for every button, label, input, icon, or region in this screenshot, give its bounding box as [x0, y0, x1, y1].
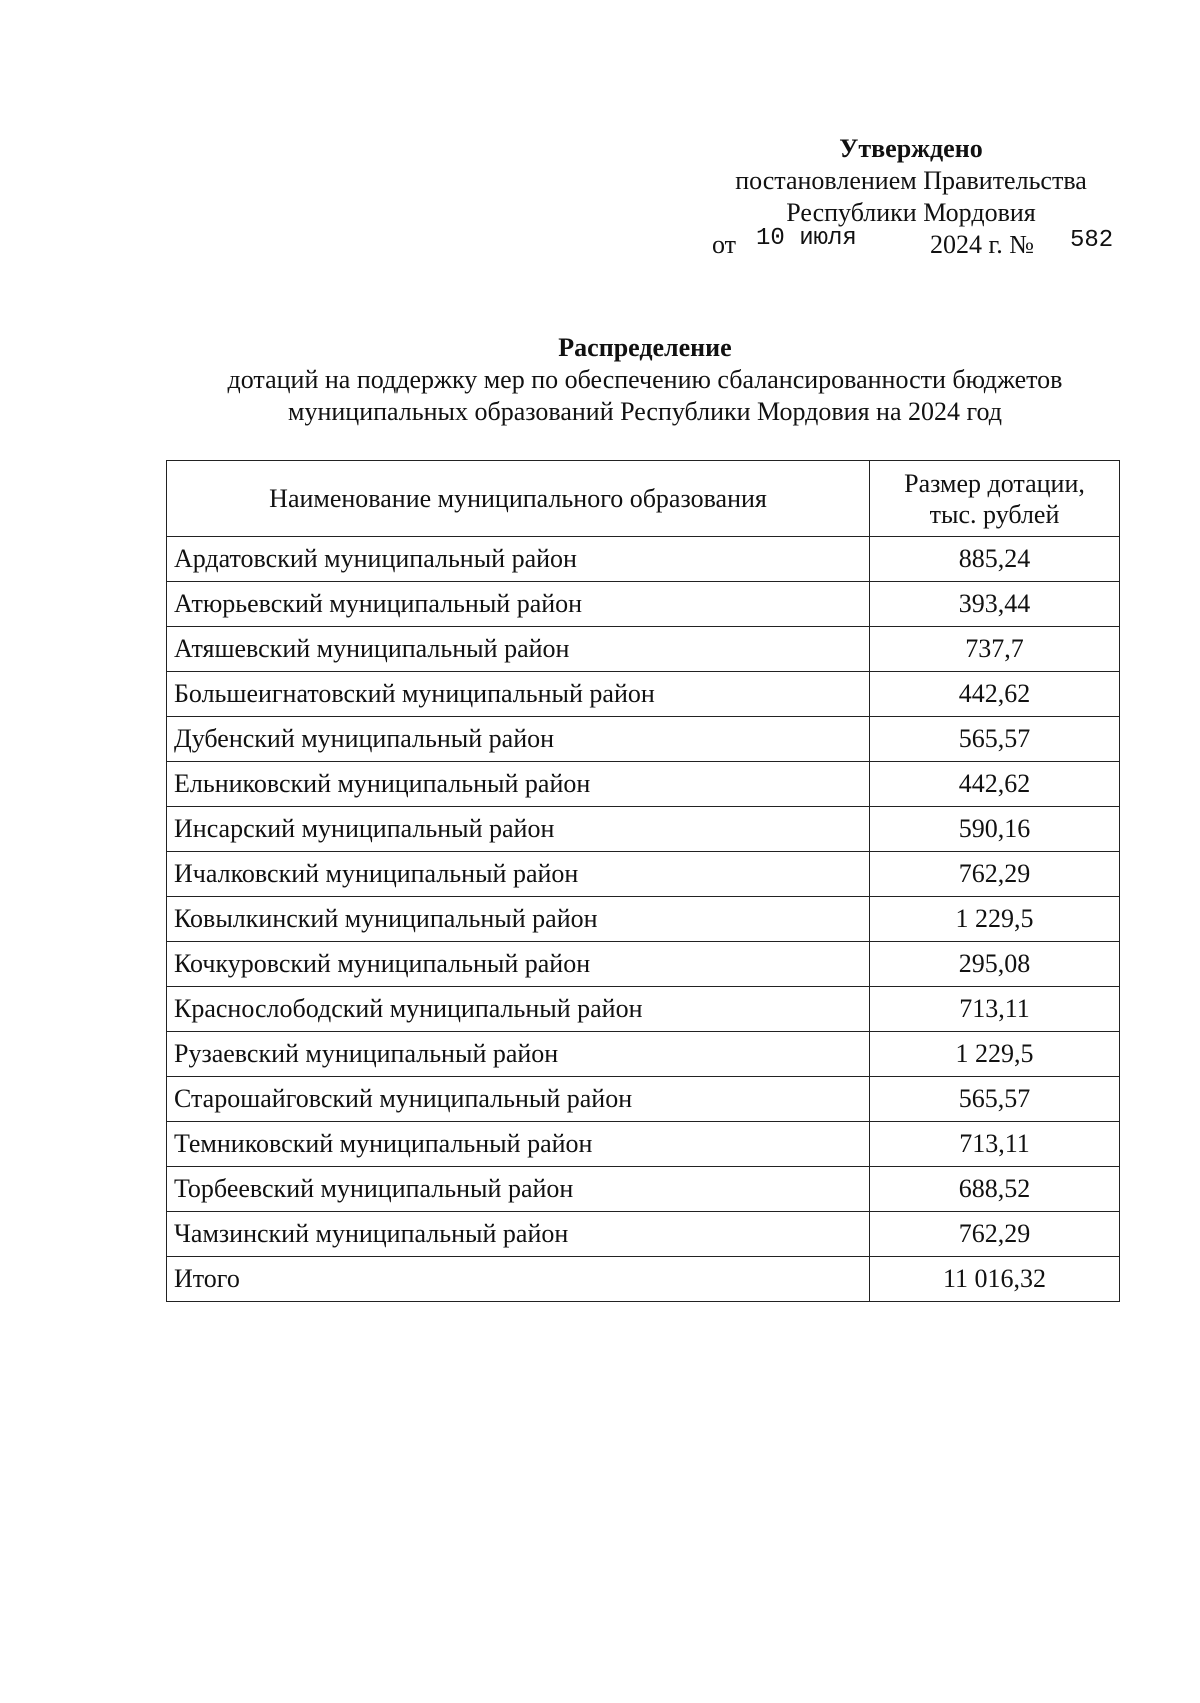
row-municipality-name: Чамзинский муниципальный район [167, 1212, 870, 1257]
total-label: Итого [167, 1257, 870, 1302]
table-row [167, 1077, 1120, 1122]
row-subsidy-value: 393,44 [870, 582, 1120, 627]
row-municipality-name: Кочкуровский муниципальный район [167, 942, 870, 987]
date-day-month: 10 июля [756, 225, 857, 252]
table-row [167, 807, 1120, 852]
total-row [167, 1257, 1120, 1302]
header-value-line-1: Размер дотации, [904, 468, 1085, 498]
row-municipality-name: Большеигнатовский муниципальный район [167, 672, 870, 717]
total-value: 11 016,32 [870, 1257, 1120, 1302]
table-row [167, 852, 1120, 897]
row-municipality-name: Старошайговский муниципальный район [167, 1077, 870, 1122]
row-subsidy-value: 885,24 [870, 537, 1120, 582]
table-header-row [167, 461, 1120, 537]
heading-line-1: дотаций на поддержку мер по обеспечению сбалансированности бюджетов [227, 365, 1063, 394]
row-municipality-name: Темниковский муниципальный район [167, 1122, 870, 1167]
table-row [167, 717, 1120, 762]
row-subsidy-value: 1 229,5 [870, 1032, 1120, 1077]
table-row [167, 1122, 1120, 1167]
row-municipality-name: Краснослободский муниципальный район [167, 987, 870, 1032]
approval-date-line [712, 225, 1114, 261]
row-subsidy-value: 442,62 [870, 672, 1120, 717]
row-subsidy-value: 442,62 [870, 762, 1120, 807]
row-subsidy-value: 565,57 [870, 1077, 1120, 1122]
header-name: Наименование муниципального образования [167, 461, 870, 537]
table-row [167, 627, 1120, 672]
approval-line-2: Республики Мордовия [786, 198, 1036, 227]
row-municipality-name: Дубенский муниципальный район [167, 717, 870, 762]
date-prefix: от [712, 230, 737, 259]
table-body [167, 537, 1120, 1257]
header-value [870, 461, 1120, 537]
table-row [167, 762, 1120, 807]
row-subsidy-value: 713,11 [870, 1122, 1120, 1167]
row-municipality-name: Рузаевский муниципальный район [167, 1032, 870, 1077]
table-row [167, 537, 1120, 582]
table-row [167, 1167, 1120, 1212]
row-subsidy-value: 688,52 [870, 1167, 1120, 1212]
table-row [167, 987, 1120, 1032]
row-subsidy-value: 713,11 [870, 987, 1120, 1032]
row-municipality-name: Атяшевский муниципальный район [167, 627, 870, 672]
row-subsidy-value: 590,16 [870, 807, 1120, 852]
row-subsidy-value: 1 229,5 [870, 897, 1120, 942]
table-row [167, 582, 1120, 627]
row-subsidy-value: 295,08 [870, 942, 1120, 987]
table-row [167, 1032, 1120, 1077]
row-subsidy-value: 762,29 [870, 852, 1120, 897]
row-municipality-name: Ельниковский муниципальный район [167, 762, 870, 807]
row-municipality-name: Инсарский муниципальный район [167, 807, 870, 852]
table-row [167, 942, 1120, 987]
row-municipality-name: Ковылкинский муниципальный район [167, 897, 870, 942]
heading-line-2: муниципальных образований Республики Мордовия на 2024 год [288, 397, 1002, 426]
row-municipality-name: Ичалковский муниципальный район [167, 852, 870, 897]
table-row [167, 897, 1120, 942]
heading-title: Распределение [558, 333, 732, 362]
row-subsidy-value: 762,29 [870, 1212, 1120, 1257]
table-row [167, 672, 1120, 717]
approval-title: Утверждено [839, 134, 983, 163]
date-year: 2024 г. № [930, 230, 1035, 259]
decree-number: 582 [1070, 227, 1114, 254]
approval-line-1: постановлением Правительства [735, 166, 1087, 195]
row-municipality-name: Ардатовский муниципальный район [167, 537, 870, 582]
row-municipality-name: Торбеевский муниципальный район [167, 1167, 870, 1212]
document-heading [150, 332, 1140, 428]
row-subsidy-value: 737,7 [870, 627, 1120, 672]
table-row [167, 1212, 1120, 1257]
approval-block [712, 133, 1114, 261]
header-value-line-2: тыс. рублей [929, 499, 1060, 529]
allocation-table [166, 460, 1120, 1302]
row-subsidy-value: 565,57 [870, 717, 1120, 762]
row-municipality-name: Атюрьевский муниципальный район [167, 582, 870, 627]
